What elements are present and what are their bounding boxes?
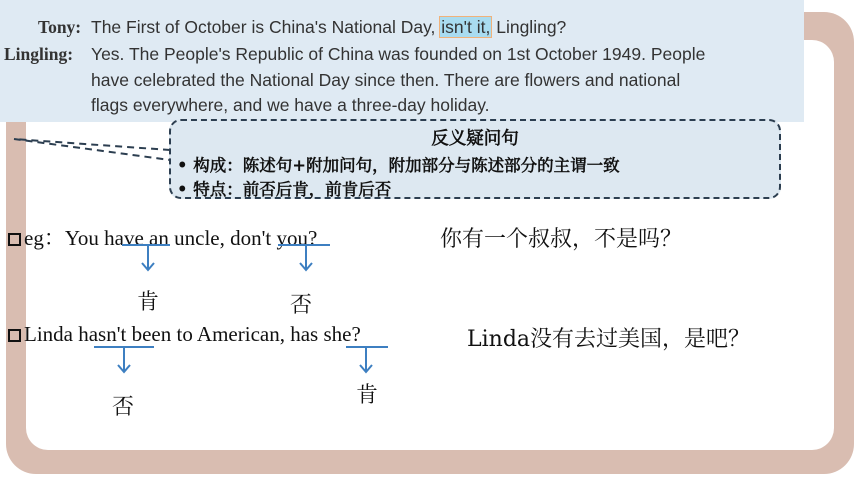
grammar-callout bbox=[169, 119, 781, 199]
callout-point-structure: • 构成：陈述句+附加问句，附加部分与陈述部分的主谓一致 bbox=[177, 156, 620, 175]
example-2-translation: Linda没有去过美国，是吧？ bbox=[467, 327, 751, 352]
callout-title: 反义疑问句 bbox=[431, 129, 519, 149]
arrow-down-icon bbox=[276, 242, 336, 274]
ex1-suffix: you? bbox=[271, 226, 318, 250]
lingling-line-2: have celebrated the National Day since then. There are flowers and national bbox=[91, 70, 681, 90]
ex2-aux-hasnt: hasn't bbox=[78, 322, 127, 346]
label-affirmative: 肯 bbox=[137, 290, 160, 315]
arrow-down-icon bbox=[92, 344, 158, 376]
checkbox-bullet-icon bbox=[8, 233, 21, 246]
label-negative: 否 bbox=[290, 293, 313, 318]
ex2-prefix: Linda bbox=[24, 322, 79, 346]
lingling-line-3: flags everywhere, and we have a three-day holiday. bbox=[91, 95, 490, 115]
speaker-lingling: Lingling: bbox=[4, 44, 74, 64]
lingling-line-1: Yes. The People's Republic of China was founded on 1st October 1949. People bbox=[91, 44, 706, 64]
example-sentence-2 bbox=[8, 322, 361, 347]
arrow-down-icon bbox=[120, 242, 180, 274]
ex2-suffix: she? bbox=[318, 322, 361, 346]
arrow-down-icon bbox=[344, 344, 394, 376]
ex2-aux-has: has bbox=[290, 322, 319, 346]
ex1-aux-have: have bbox=[104, 226, 144, 250]
tag-question-highlight: isn't it, bbox=[441, 17, 491, 37]
tony-text-end: Lingling? bbox=[496, 17, 567, 37]
ex1-aux-dont: don't bbox=[230, 226, 272, 250]
label-affirmative: 肯 bbox=[356, 383, 379, 408]
label-negative: 否 bbox=[112, 395, 135, 420]
ex2-middle: been to American, bbox=[126, 322, 291, 346]
ex1-prefix: eg：You bbox=[24, 226, 105, 250]
callout-point-feature: • 特点：前否后肯，前肯后否 bbox=[177, 180, 392, 199]
tony-text: The First of October is China's National Day, bbox=[91, 17, 436, 37]
example-1-translation: 你有一个叔叔，不是吗？ bbox=[440, 227, 683, 252]
checkbox-bullet-icon bbox=[8, 329, 21, 342]
ex1-middle: an uncle, bbox=[143, 226, 231, 250]
speaker-tony: Tony: bbox=[38, 17, 82, 37]
